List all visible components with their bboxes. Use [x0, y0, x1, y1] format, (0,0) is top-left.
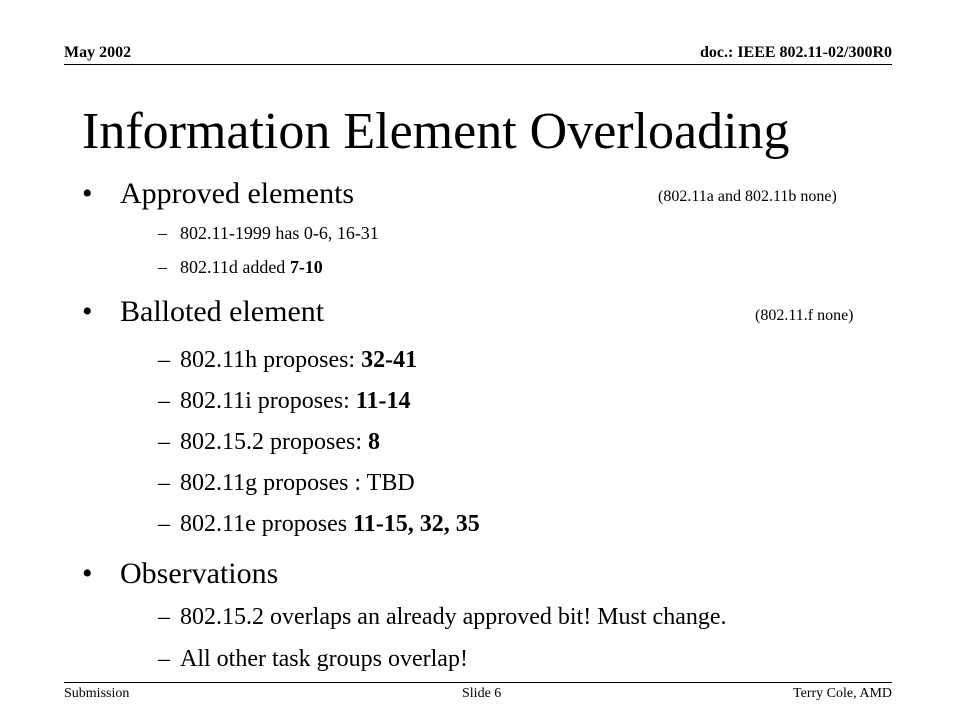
dash-icon: – [158, 470, 170, 496]
sub-item-802-11-1999 [158, 222, 379, 244]
bullet-icon: • [82, 177, 93, 210]
sub-item-text: 802.11i proposes: [180, 388, 356, 414]
bullet-approved-elements [82, 176, 354, 212]
slide-title: Information Element Overloading [82, 103, 790, 160]
header-rule [64, 64, 892, 65]
sub-item-text: 802.11h proposes: [180, 347, 362, 373]
sub-item-802-15-2 [158, 428, 380, 456]
sub-item-bold-value: 11-14 [355, 388, 411, 414]
bullet-heading: Observations [120, 557, 279, 590]
header-doc-id: doc.: IEEE 802.11-02/300R0 [699, 44, 892, 61]
sub-item-text: 802.15.2 proposes: [180, 429, 368, 455]
sub-item-bold-value: 11-15, 32, 35 [353, 511, 480, 537]
balloted-element-note: (802.11.f none) [755, 307, 854, 324]
dash-icon: – [158, 347, 170, 373]
footer-submission: Submission [64, 686, 130, 701]
sub-item-802-11h [158, 346, 417, 374]
footer-slide-number: Slide 6 [462, 686, 502, 701]
dash-icon: – [158, 388, 170, 414]
bullet-balloted-element [82, 294, 324, 330]
sub-item-other-overlap [158, 645, 468, 673]
footer-rule [64, 682, 892, 683]
sub-item-text: 802.11e proposes [180, 511, 354, 537]
header-date: May 2002 [64, 44, 132, 61]
dash-icon: – [158, 257, 167, 277]
dash-icon: – [158, 429, 170, 455]
sub-item-bold-value: 7-10 [289, 257, 323, 277]
sub-item-text: 802.11g proposes : TBD [180, 470, 415, 496]
sub-item-text: 802.11-1999 has 0-6, 16-31 [180, 223, 379, 243]
sub-item-802-11e [158, 510, 480, 538]
bullet-icon: • [82, 295, 93, 328]
dash-icon: – [158, 223, 167, 243]
bullet-observations [82, 556, 278, 592]
dash-icon: – [158, 646, 170, 672]
approved-elements-note: (802.11a and 802.11b none) [658, 188, 837, 205]
bullet-heading: Balloted element [120, 295, 325, 328]
sub-item-text: All other task groups overlap! [180, 646, 468, 672]
sub-item-text: 802.11d added [180, 257, 290, 277]
sub-item-text: 802.15.2 overlaps an already approved bit! Must change. [180, 604, 727, 630]
dash-icon: – [158, 604, 170, 630]
sub-item-overlap-approved [158, 603, 727, 631]
sub-item-802-11i [158, 387, 410, 415]
sub-item-802-11d [158, 256, 323, 278]
bullet-icon: • [82, 557, 93, 590]
sub-item-802-11g [158, 469, 415, 497]
bullet-heading: Approved elements [120, 177, 355, 210]
footer-author: Terry Cole, AMD [793, 686, 892, 701]
sub-item-bold-value: 8 [368, 429, 380, 455]
dash-icon: – [158, 511, 170, 537]
sub-item-bold-value: 32-41 [361, 347, 418, 373]
